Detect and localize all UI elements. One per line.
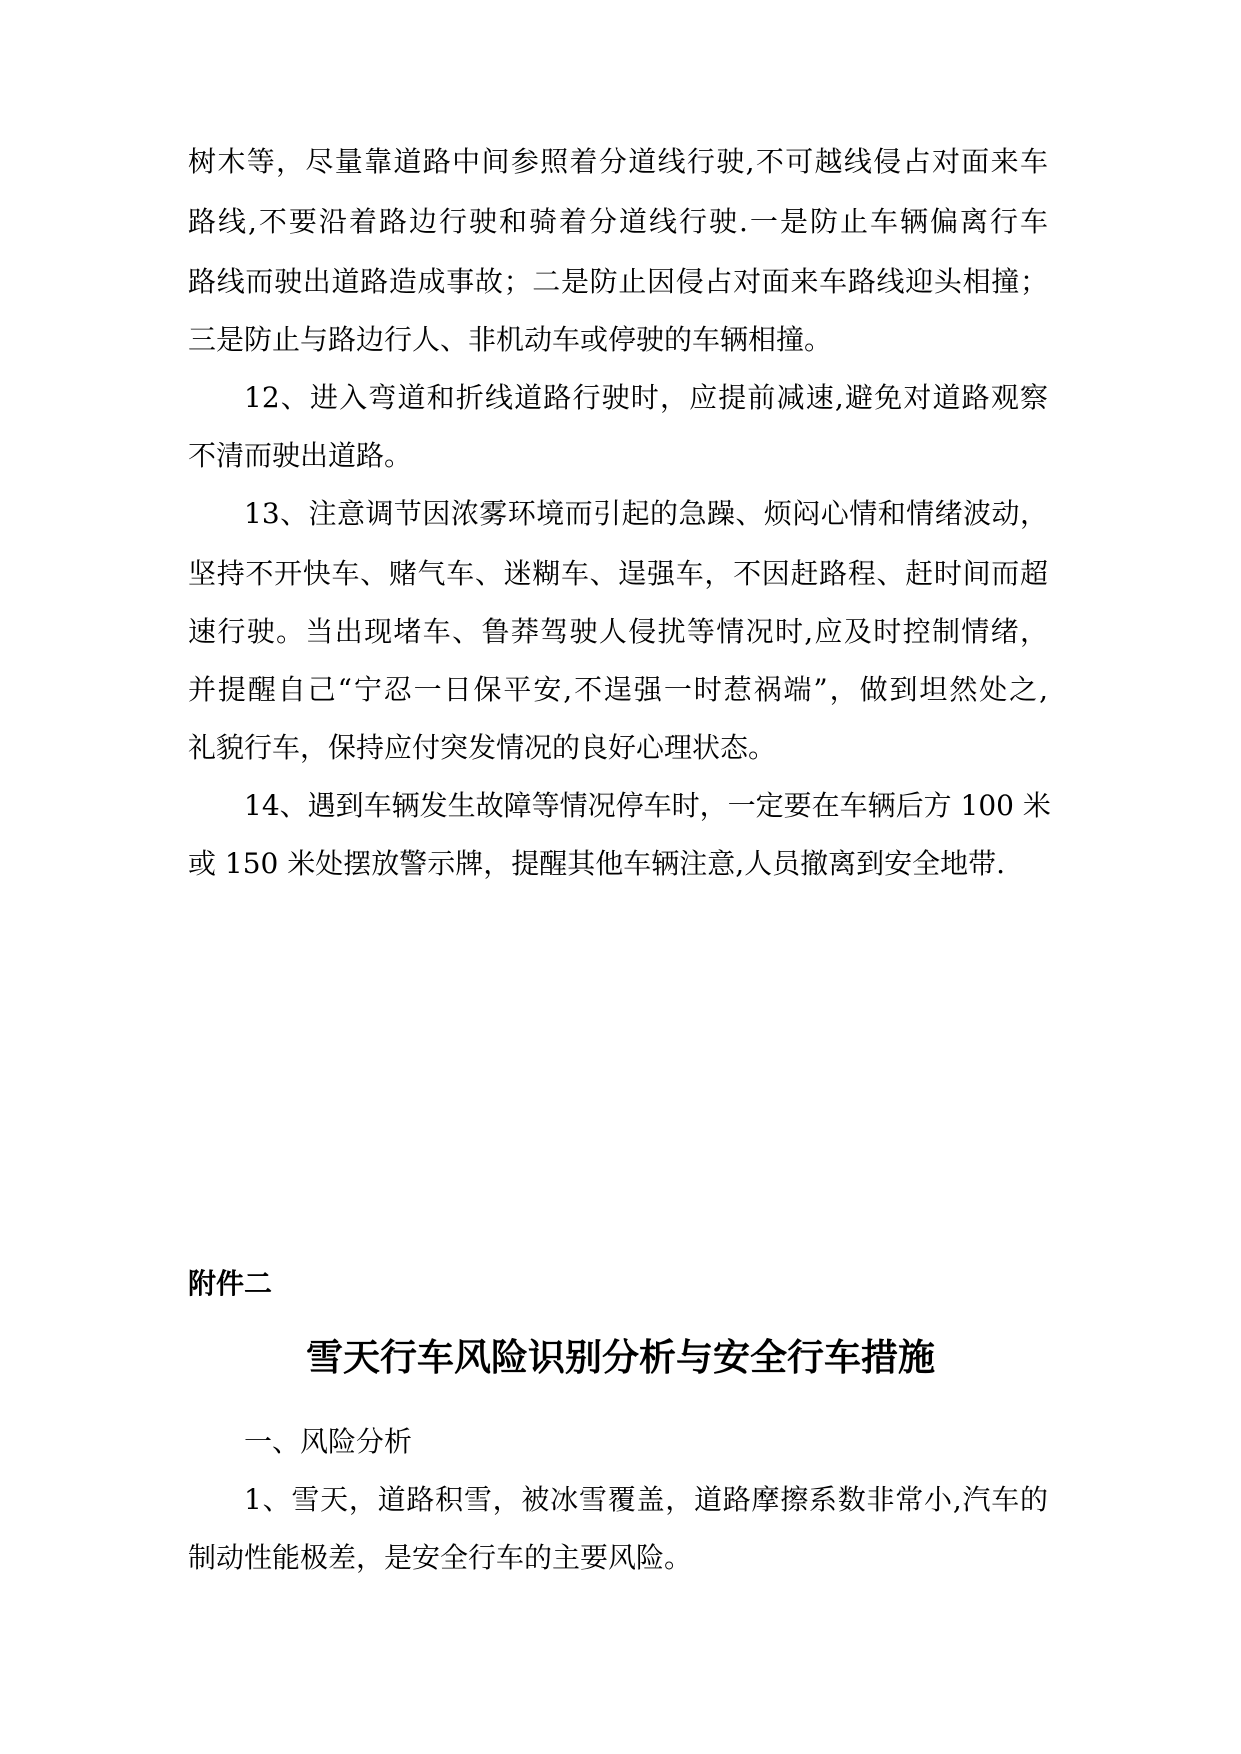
- text-line: 并提醒自己“宁忍一日保平安,不逞强一时惹祸端”，做到坦然处之,: [188, 673, 1048, 706]
- document-title: 雪天行车风险识别分析与安全行车措施: [306, 1336, 935, 1379]
- text-line: 路线,不要沿着路边行驶和骑着分道线行驶.一是防止车辆偏离行车: [188, 205, 1048, 238]
- text-line: 不清而驶出道路。: [188, 439, 413, 472]
- text-line: 速行驶。当出现堵车、鲁莽驾驶人侵扰等情况时,应及时控制情绪，: [188, 615, 1048, 648]
- text-line: 1、雪天，道路积雪，被冰雪覆盖，道路摩擦系数非常小,汽车的: [244, 1483, 1048, 1516]
- text-line: 13、注意调节因浓雾环境而引起的急躁、烦闷心情和情绪波动，: [244, 497, 1048, 530]
- text-line: 路线而驶出道路造成事故；二是防止因侵占对面来车路线迎头相撞；: [188, 265, 1048, 298]
- section-heading: 一、风险分析: [244, 1425, 413, 1458]
- text-line: 制动性能极差，是安全行车的主要风险。: [188, 1541, 693, 1574]
- text-line: 树木等，尽量靠道路中间参照着分道线行驶,不可越线侵占对面来车: [188, 145, 1048, 178]
- attachment-label: 附件二: [188, 1267, 273, 1300]
- text-line: 坚持不开快车、赌气车、迷糊车、逞强车，不因赶路程、赶时间而超: [188, 557, 1048, 590]
- text-line: 或 150 米处摆放警示牌，提醒其他车辆注意,人员撤离到安全地带.: [188, 847, 1006, 880]
- text-line: 礼貌行车，保持应付突发情况的良好心理状态。: [188, 731, 777, 764]
- text-line: 12、进入弯道和折线道路行驶时，应提前减速,避免对道路观察: [244, 381, 1048, 414]
- text-line: 14、遇到车辆发生故障等情况停车时，一定要在车辆后方 100 米: [244, 789, 1051, 822]
- text-line: 三是防止与路边行人、非机动车或停驶的车辆相撞。: [188, 323, 833, 356]
